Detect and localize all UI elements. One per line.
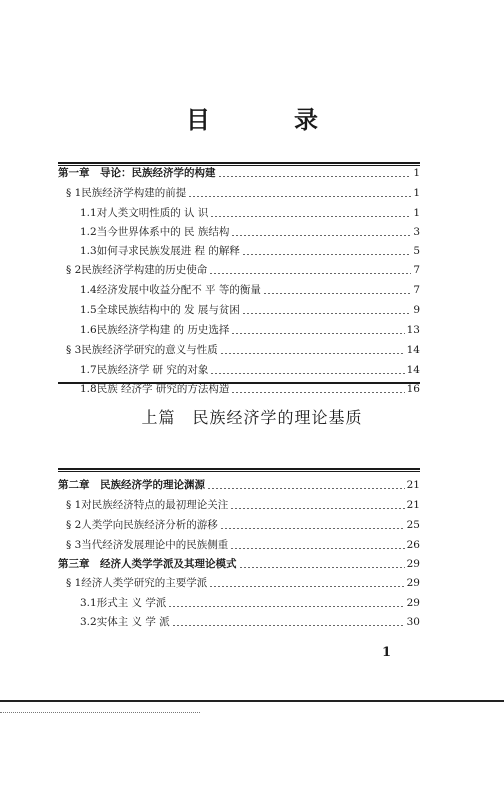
- toc-entry-sub: [80, 202, 420, 220]
- toc-entry-page: 7: [413, 264, 420, 276]
- dot-leader: [210, 373, 404, 374]
- toc-entry-title: 1.4经济发展中收益分配不 平 等的衡量: [80, 284, 261, 296]
- toc-entry-title: 3.1形式主 义 学派: [80, 597, 167, 609]
- toc-entry-page: 14: [406, 364, 420, 376]
- toc-entry-page: 1: [413, 167, 420, 179]
- toc-entry-section: [66, 572, 420, 590]
- toc-entry-page: 21: [406, 479, 420, 491]
- toc-entry-chapter: [58, 553, 420, 571]
- toc-entry-section: [66, 494, 420, 512]
- toc-entry-title: 1.6民族经济学构建 的 历史选择: [80, 324, 230, 336]
- dot-leader: [231, 333, 404, 334]
- toc-entry-title: 第一章 导论：民族经济学的构建: [58, 167, 216, 179]
- toc-entry-title: 3.2实体主 义 学 派: [80, 616, 170, 628]
- dot-leader: [231, 392, 404, 393]
- footer-rule-dotted: [0, 712, 200, 714]
- toc-entry-sub: [80, 611, 420, 629]
- dot-leader: [188, 196, 411, 197]
- toc-entry-title: 1.1对人类文明性质的 认 识: [80, 207, 209, 219]
- toc-entry-title: 1.2当今世界体系中的 民 族结构: [80, 226, 230, 238]
- toc-entry-page: 29: [406, 577, 420, 589]
- toc-entry-sub: [80, 279, 420, 297]
- toc-entry-page: 16: [406, 383, 420, 395]
- toc-entry-page: 21: [406, 499, 420, 511]
- toc-entry-section: [66, 259, 420, 277]
- toc-entry-title: 第三章 经济人类学学派及其理论模式: [58, 558, 237, 570]
- footer-rule: [0, 700, 504, 702]
- dot-leader: [209, 586, 404, 587]
- toc-entry-title: 1.3如何寻求民族发展进 程 的解释: [80, 245, 240, 257]
- dot-leader: [239, 567, 405, 568]
- dot-leader: [242, 254, 411, 255]
- toc-entry-page: 1: [413, 207, 420, 219]
- dot-leader: [231, 235, 411, 236]
- dot-leader: [220, 528, 405, 529]
- toc-entry-title: § 3当代经济发展理论中的民族侧重: [66, 539, 229, 551]
- toc-entry-page: 30: [406, 616, 420, 628]
- part-title: 上篇 民族经济学的理论基质: [141, 408, 363, 427]
- toc-entry-page: 1: [413, 187, 420, 199]
- toc-entry-chapter: [58, 474, 420, 492]
- dot-leader: [172, 625, 405, 626]
- divider-top-3: [58, 468, 420, 470]
- toc-entry-sub: [80, 592, 420, 610]
- toc-entry-title: § 3民族经济学研究的意义与性质: [66, 344, 218, 356]
- page-number: 1: [382, 645, 392, 660]
- toc-entry-title: 1.8民族 经济学 研究的方法构造: [80, 383, 230, 395]
- dot-leader: [168, 606, 404, 607]
- toc-entry-sub: [80, 319, 420, 337]
- toc-entry-page: 3: [413, 226, 420, 238]
- toc-entry-title: § 1经济人类学研究的主要学派: [66, 577, 208, 589]
- toc-entry-sub: [80, 378, 420, 396]
- toc-entry-sub: [80, 299, 420, 317]
- dot-leader: [210, 216, 411, 217]
- toc-entry-page: 7: [413, 284, 420, 296]
- toc-entry-page: 14: [406, 344, 420, 356]
- toc-entry-title: § 1对民族经济特点的最初理论关注: [66, 499, 229, 511]
- dot-leader: [263, 293, 411, 294]
- toc-entry-sub: [80, 359, 420, 377]
- dot-leader: [242, 313, 411, 314]
- toc-entry-section: [66, 339, 420, 357]
- toc-entry-title: § 2民族经济学构建的历史使命: [66, 264, 208, 276]
- toc-entry-page: 26: [406, 539, 420, 551]
- dot-leader: [230, 508, 404, 509]
- toc-entry-page: 29: [406, 597, 420, 609]
- dot-leader: [220, 353, 405, 354]
- toc-entry-sub: [80, 240, 420, 258]
- toc-entry-title: 第二章 民族经济学的理论渊源: [58, 479, 205, 491]
- toc-entry-chapter: [58, 162, 420, 180]
- dot-leader: [209, 273, 411, 274]
- toc-entry-section: [66, 514, 420, 532]
- page-title: 目 录: [186, 105, 348, 134]
- toc-entry-page: 13: [406, 324, 420, 336]
- toc-entry-page: 5: [413, 245, 420, 257]
- toc-entry-title: § 1民族经济学构建的前提: [66, 187, 187, 199]
- toc-entry-section: [66, 182, 420, 200]
- toc-entry-page: 25: [406, 519, 420, 531]
- divider-top-4: [58, 471, 420, 472]
- toc-entry-section: [66, 534, 420, 552]
- dot-leader: [218, 176, 412, 177]
- toc-entry-page: 29: [406, 558, 420, 570]
- toc-entry-page: 9: [413, 304, 420, 316]
- dot-leader: [207, 488, 405, 489]
- toc-entry-title: 1.7民族经济学 研 究的对象: [80, 364, 209, 376]
- dot-leader: [230, 548, 404, 549]
- toc-entry-title: 1.5全球民族结构中的 发 展与贫困: [80, 304, 240, 316]
- toc-entry-title: § 2人类学向民族经济分析的游移: [66, 519, 218, 531]
- toc-entry-sub: [80, 221, 420, 239]
